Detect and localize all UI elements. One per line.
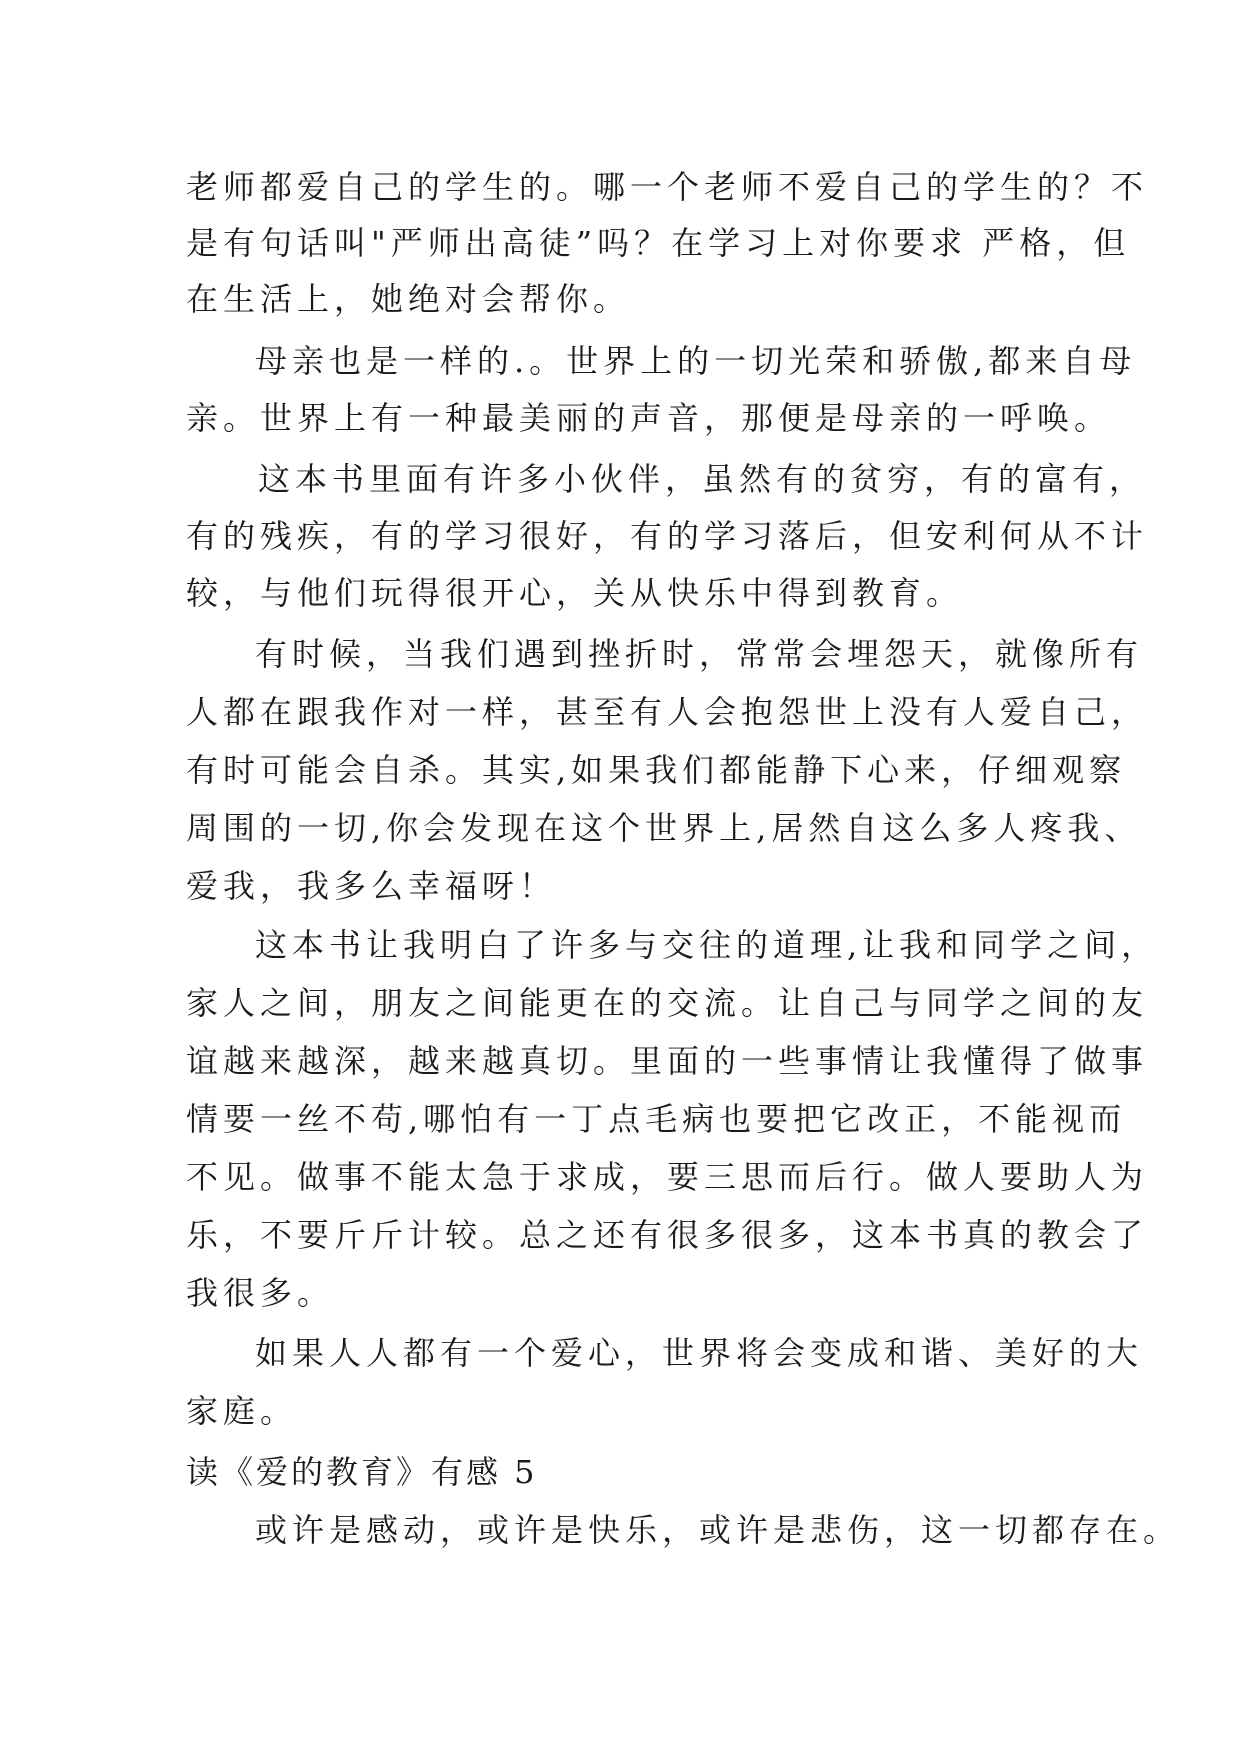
text-line: 谊越来越深，越来越真切。里面的一些事情让我懂得了做事 bbox=[186, 1042, 1149, 1080]
text-line: 是有句话叫"严师出高徒”吗？在学习上对你要求 严格，但 bbox=[186, 224, 1131, 262]
text-line: 周围的一切,你会发现在这个世界上,居然自这么多人疼我、 bbox=[186, 809, 1142, 847]
text-line: 有时可能会自杀。其实,如果我们都能静下心来，仔细观察 bbox=[186, 751, 1127, 789]
text-line: 家庭。 bbox=[186, 1392, 298, 1430]
text-line: 爱我，我多么幸福呀！ bbox=[186, 867, 557, 905]
text-line: 乐，不要斤斤计较。总之还有很多很多，这本书真的教会了 bbox=[186, 1216, 1149, 1254]
text-line: 母亲也是一样的.。世界上的一切光荣和骄傲,都来自母 bbox=[255, 342, 1137, 380]
text-line: 有时候，当我们遇到挫折时，常常会埋怨天，就像所有 bbox=[255, 635, 1144, 673]
text-line: 较，与他们玩得很开心，关从快乐中得到教育。 bbox=[186, 574, 964, 612]
text-line: 如果人人都有一个爱心，世界将会变成和谐、美好的大 bbox=[255, 1334, 1144, 1372]
text-line: 人都在跟我作对一样，甚至有人会抱怨世上没有人爱自己， bbox=[186, 693, 1149, 731]
text-line: 老师都爱自己的学生的。哪一个老师不爱自己的学生的？不 bbox=[186, 168, 1149, 206]
text-line: 在生活上，她绝对会帮你。 bbox=[186, 280, 631, 318]
text-line: 亲。世界上有一种最美丽的声音，那便是母亲的一呼唤。 bbox=[186, 399, 1112, 437]
text-line: 有的残疾，有的学习很好，有的学习落后，但安利何从不计 bbox=[186, 517, 1149, 555]
section-heading: 读《爱的教育》有感 5 bbox=[186, 1453, 538, 1491]
text-line: 或许是感动，或许是快乐，或许是悲伤，这一切都存在。 bbox=[255, 1511, 1181, 1549]
text-line: 情要一丝不苟,哪怕有一丁点毛病也要把它改正，不能视而 bbox=[186, 1100, 1127, 1138]
text-line: 家人之间，朋友之间能更在的交流。让自己与同学之间的友 bbox=[186, 984, 1149, 1022]
text-line: 我很多。 bbox=[186, 1274, 335, 1312]
text-line: 不见。做事不能太急于求成，要三思而后行。做人要助人为 bbox=[186, 1158, 1149, 1196]
text-line: 这本书里面有许多小伙伴，虽然有的贫穷，有的富有， bbox=[258, 460, 1147, 498]
text-line: 这本书让我明白了许多与交往的道理,让我和同学之间， bbox=[255, 926, 1159, 964]
